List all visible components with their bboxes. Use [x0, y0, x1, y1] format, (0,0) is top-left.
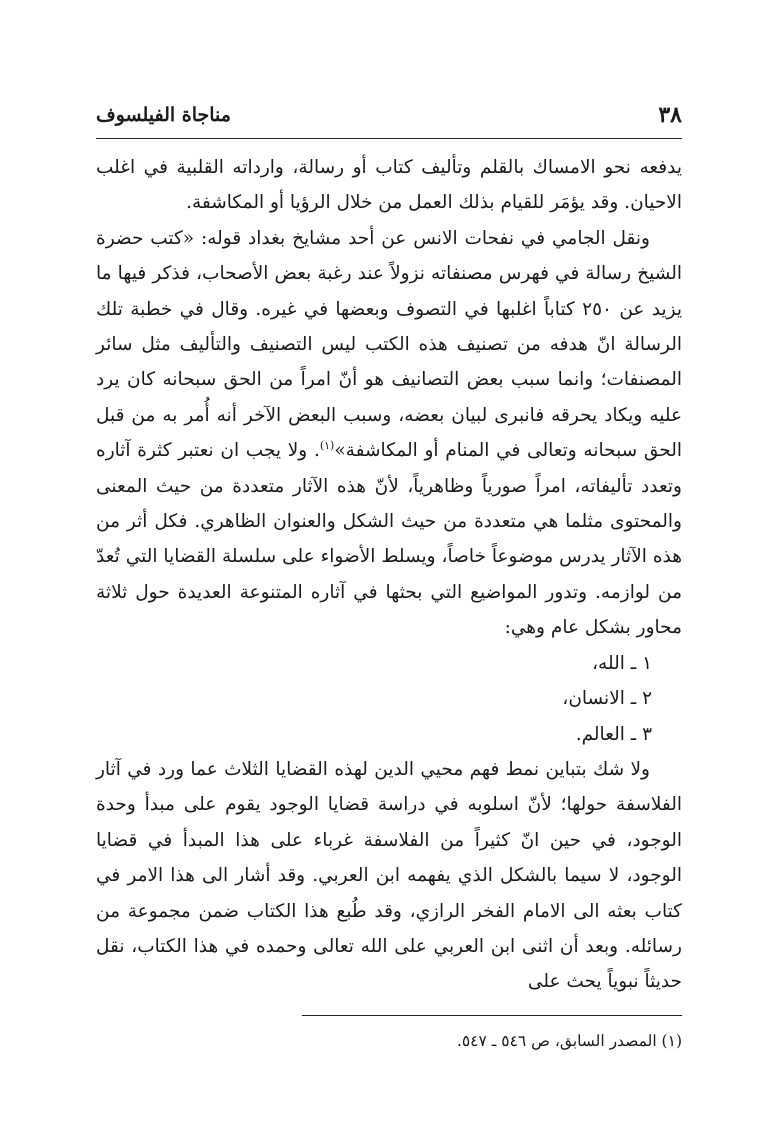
list-item-1: ١ ـ الله،	[592, 652, 652, 674]
page-header	[96, 98, 682, 138]
footnote-rule	[302, 1015, 682, 1016]
paragraph-1: يدفعه نحو الامساك بالقلم وتأليف كتاب أو رسالة، وارداته القلبية في اغلب الاحيان. وقد يؤمَر للقيام بذلك العمل من خلال الرؤيا أو المكاشفة.	[96, 157, 682, 214]
list-item-2: ٢ ـ الانسان،	[562, 688, 652, 710]
footnote: (١) المصدر السابق، ص ٥٤٦ ـ ٥٤٧.	[456, 1032, 682, 1050]
paragraph-2-continuation: . ولا يجب ان نعتبر كثرة آثاره وتعدد تأليفاته، امراً صورياً وظاهرياً، لأنّ هذه الآثار متعددة من حيث المعنى والمحتوى مثلما هي متعددة من حيث الشكل والعنوان الظاهري. فكل أثر من هذه الآثار يدرس موضوعاً خاصاً، ويسلط الأضواء على سلسلة القضايا التي تُعدّ من لوازمه. وتدور المواضيع التي بحثها في آثاره المتنوعة العديدة حول ثلاثة محاور بشكل عام وهي:	[96, 440, 682, 639]
paragraph-2	[96, 221, 682, 646]
paragraph-2-quote: ونقل الجامي في نفحات الانس عن أحد مشايخ بغداد قوله: «كتب حضرة الشيخ رسالة في فهرس مصنفاته نزولاً عند رغبة بعض الأصحاب، فذكر فيها ما يزيد عن ٢٥٠ كتاباً اغلبها في التصوف وبعضها في غيره. وقال في خطبة تلك الرسالة انّ هدفه من تصنيف هذه الكتب ليس التصنيف والتأليف مثل سائر المصنفات؛ وانما سبب بعض التصانيف هو أنّ امراً من الحق سبحانه كان يرد عليه ويكاد يحرقه فانبرى لبيان بعضه، وسبب البعض الآخر أنه أُمر به من قبل الحق سبحانه وتعالى في المنام أو المكاشفة»	[96, 227, 683, 462]
footnote-reference: (١)	[319, 439, 335, 453]
paragraph-3: ولا شك بتباين نمط فهم محيي الدين لهذه القضايا الثلاث عما ورد في آثار الفلاسفة حولها؛ لأنّ اسلوبه في دراسة قضايا الوجود يقوم على مبدأ وحدة الوجود، في حين انّ كثيراً من الفلاسفة غرباء على هذا المبدأ في قضايا الوجود، لا سيما بالشكل الذي يفهمه ابن العربي. وقد أشار الى هذا الامر في كتاب بعثه الى الامام الفخر الرازي، وقد طُبع هذا الكتاب ضمن مجموعة من رسائله. وبعد أن اثنى ابن العربي على الله تعالى وحمده في هذا الكتاب، نقل حديثاً نبوياً يحث على	[96, 758, 682, 993]
page-number: ٣٨	[658, 102, 682, 128]
list-item-3: ٣ ـ العالم.	[575, 723, 652, 745]
header-rule	[96, 138, 682, 139]
running-title: مناجاة الفيلسوف	[96, 104, 231, 126]
body-text	[96, 150, 682, 1000]
